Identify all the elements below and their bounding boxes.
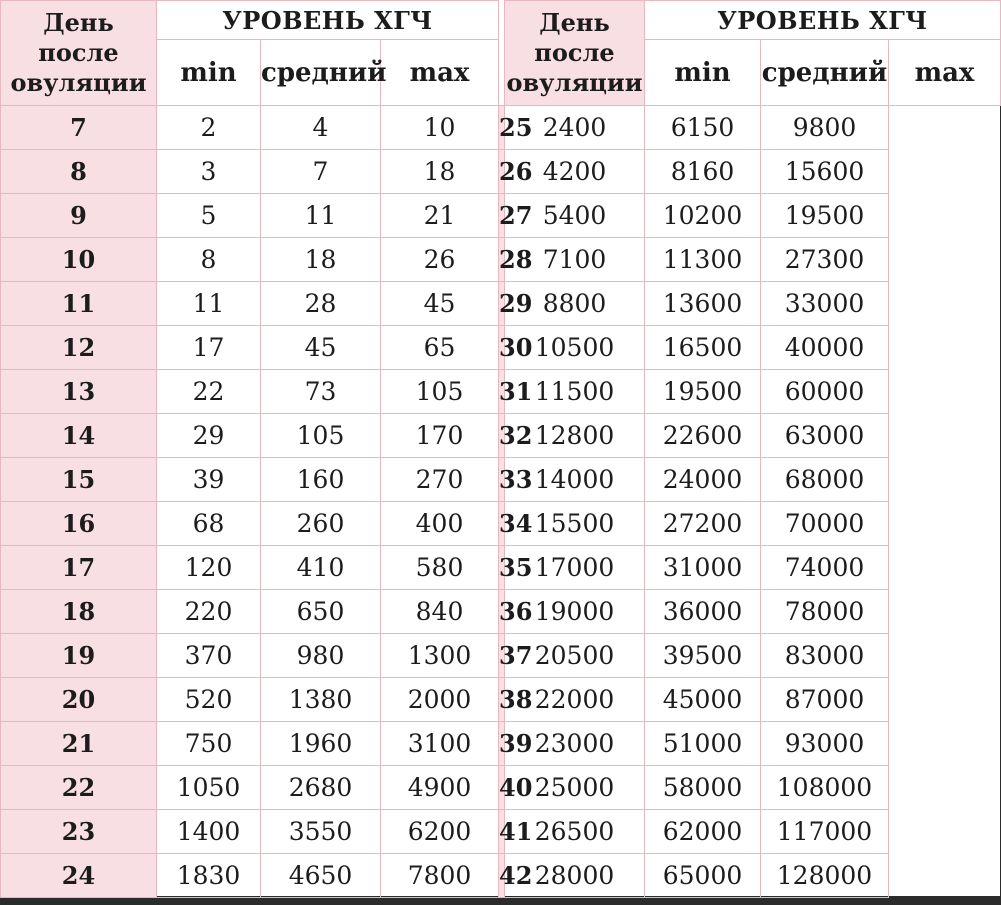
- right-max-cell: 68000: [761, 458, 889, 502]
- right-day-cell: 35: [499, 546, 505, 590]
- left-max-cell: 1300: [381, 634, 499, 678]
- right-avg-header: средний: [761, 40, 889, 106]
- right-day-cell: 36: [499, 590, 505, 634]
- right-day-cell: 40: [499, 766, 505, 810]
- left-day-cell: 21: [1, 722, 157, 766]
- left-avg-cell: 980: [261, 634, 381, 678]
- left-max-cell: 6200: [381, 810, 499, 854]
- table-row: [1, 370, 1001, 414]
- left-min-cell: 68: [157, 502, 261, 546]
- left-min-cell: 5: [157, 194, 261, 238]
- left-day-cell: 16: [1, 502, 157, 546]
- table-row: [1, 238, 1001, 282]
- right-avg-cell: 22600: [645, 414, 761, 458]
- right-day-header: [505, 1, 645, 106]
- left-avg-cell: 650: [261, 590, 381, 634]
- left-day-cell: 11: [1, 282, 157, 326]
- left-day-cell: 7: [1, 106, 157, 150]
- right-min-cell: 28000: [505, 854, 645, 898]
- right-avg-cell: 62000: [645, 810, 761, 854]
- day-header-line1: День: [539, 8, 610, 37]
- right-day-cell: 41: [499, 810, 505, 854]
- left-min-cell: 750: [157, 722, 261, 766]
- right-avg-cell: 31000: [645, 546, 761, 590]
- left-day-cell: 12: [1, 326, 157, 370]
- right-day-cell: 34: [499, 502, 505, 546]
- left-max-cell: 270: [381, 458, 499, 502]
- left-max-cell: 45: [381, 282, 499, 326]
- right-day-cell: 28: [499, 238, 505, 282]
- left-day-cell: 23: [1, 810, 157, 854]
- right-max-cell: 40000: [761, 326, 889, 370]
- left-max-cell: 2000: [381, 678, 499, 722]
- right-avg-cell: 11300: [645, 238, 761, 282]
- table-row: [1, 634, 1001, 678]
- right-max-cell: 27300: [761, 238, 889, 282]
- right-max-cell: 15600: [761, 150, 889, 194]
- right-max-cell: 9800: [761, 106, 889, 150]
- left-avg-cell: 2680: [261, 766, 381, 810]
- left-avg-cell: 1960: [261, 722, 381, 766]
- table-row: [1, 458, 1001, 502]
- right-max-cell: 70000: [761, 502, 889, 546]
- left-max-cell: 3100: [381, 722, 499, 766]
- right-max-cell: 117000: [761, 810, 889, 854]
- day-header-line3: овуляции: [506, 68, 643, 97]
- right-avg-cell: 65000: [645, 854, 761, 898]
- left-day-cell: 18: [1, 590, 157, 634]
- left-day-cell: 13: [1, 370, 157, 414]
- left-max-cell: 105: [381, 370, 499, 414]
- left-min-cell: 370: [157, 634, 261, 678]
- right-avg-cell: 51000: [645, 722, 761, 766]
- right-max-cell: 93000: [761, 722, 889, 766]
- left-max-cell: 7800: [381, 854, 499, 898]
- right-level-header: УРОВЕНЬ ХГЧ: [645, 1, 1001, 40]
- right-max-cell: 78000: [761, 590, 889, 634]
- left-day-cell: 15: [1, 458, 157, 502]
- left-avg-cell: 45: [261, 326, 381, 370]
- left-min-cell: 1830: [157, 854, 261, 898]
- left-max-cell: 170: [381, 414, 499, 458]
- table-row: [1, 282, 1001, 326]
- left-min-header: min: [157, 40, 261, 106]
- right-avg-cell: 36000: [645, 590, 761, 634]
- right-max-cell: 33000: [761, 282, 889, 326]
- right-avg-cell: 6150: [645, 106, 761, 150]
- right-day-cell: 26: [499, 150, 505, 194]
- left-min-cell: 220: [157, 590, 261, 634]
- table-row: [1, 766, 1001, 810]
- left-avg-cell: 160: [261, 458, 381, 502]
- left-max-cell: 18: [381, 150, 499, 194]
- day-header-line3: овуляции: [10, 68, 147, 97]
- right-day-cell: 37: [499, 634, 505, 678]
- table-row: [1, 414, 1001, 458]
- right-min-cell: 15500: [505, 502, 645, 546]
- left-max-cell: 21: [381, 194, 499, 238]
- table-row: [1, 546, 1001, 590]
- right-min-cell: 20500: [505, 634, 645, 678]
- right-min-cell: 23000: [505, 722, 645, 766]
- right-max-cell: 128000: [761, 854, 889, 898]
- right-min-cell: 17000: [505, 546, 645, 590]
- left-min-cell: 29: [157, 414, 261, 458]
- left-max-header: max: [381, 40, 499, 106]
- left-day-cell: 17: [1, 546, 157, 590]
- table-row: [1, 854, 1001, 898]
- right-day-cell: 42: [499, 854, 505, 898]
- left-avg-cell: 4: [261, 106, 381, 150]
- left-min-cell: 120: [157, 546, 261, 590]
- right-min-cell: 11500: [505, 370, 645, 414]
- right-day-cell: 32: [499, 414, 505, 458]
- left-max-cell: 4900: [381, 766, 499, 810]
- left-avg-cell: 105: [261, 414, 381, 458]
- left-max-cell: 400: [381, 502, 499, 546]
- right-min-cell: 26500: [505, 810, 645, 854]
- right-avg-cell: 16500: [645, 326, 761, 370]
- table-row: [1, 678, 1001, 722]
- table-row: [1, 106, 1001, 150]
- right-avg-cell: 24000: [645, 458, 761, 502]
- left-min-cell: 2: [157, 106, 261, 150]
- left-min-cell: 17: [157, 326, 261, 370]
- right-max-cell: 74000: [761, 546, 889, 590]
- left-avg-header: средний: [261, 40, 381, 106]
- right-avg-cell: 27200: [645, 502, 761, 546]
- right-avg-cell: 58000: [645, 766, 761, 810]
- left-day-cell: 10: [1, 238, 157, 282]
- header-row-top: [1, 1, 1001, 40]
- left-avg-cell: 18: [261, 238, 381, 282]
- left-min-cell: 8: [157, 238, 261, 282]
- left-avg-cell: 3550: [261, 810, 381, 854]
- left-day-header: [1, 1, 157, 106]
- left-day-cell: 24: [1, 854, 157, 898]
- left-min-cell: 1050: [157, 766, 261, 810]
- day-header-line2: после: [38, 38, 119, 67]
- left-min-cell: 11: [157, 282, 261, 326]
- right-max-cell: 87000: [761, 678, 889, 722]
- table-row: [1, 502, 1001, 546]
- right-min-cell: 25000: [505, 766, 645, 810]
- left-max-cell: 580: [381, 546, 499, 590]
- table-row: [1, 590, 1001, 634]
- left-day-cell: 14: [1, 414, 157, 458]
- left-avg-cell: 11: [261, 194, 381, 238]
- left-day-cell: 20: [1, 678, 157, 722]
- right-max-cell: 83000: [761, 634, 889, 678]
- right-day-cell: 30: [499, 326, 505, 370]
- left-day-cell: 19: [1, 634, 157, 678]
- right-min-cell: 22000: [505, 678, 645, 722]
- right-day-cell: 29: [499, 282, 505, 326]
- right-avg-cell: 19500: [645, 370, 761, 414]
- right-min-cell: 5400: [505, 194, 645, 238]
- left-min-cell: 39: [157, 458, 261, 502]
- left-level-header: УРОВЕНЬ ХГЧ: [157, 1, 499, 40]
- right-min-cell: 12800: [505, 414, 645, 458]
- table-row: [1, 194, 1001, 238]
- right-max-cell: 19500: [761, 194, 889, 238]
- left-avg-cell: 260: [261, 502, 381, 546]
- right-max-header: max: [889, 40, 1001, 106]
- table-row: [1, 150, 1001, 194]
- left-max-cell: 26: [381, 238, 499, 282]
- right-day-cell: 25: [499, 106, 505, 150]
- left-max-cell: 65: [381, 326, 499, 370]
- right-day-cell: 33: [499, 458, 505, 502]
- table-body: [1, 106, 1001, 898]
- right-max-cell: 108000: [761, 766, 889, 810]
- right-avg-cell: 45000: [645, 678, 761, 722]
- day-header-line1: День: [43, 8, 114, 37]
- right-min-cell: 7100: [505, 238, 645, 282]
- right-avg-cell: 8160: [645, 150, 761, 194]
- right-day-cell: 39: [499, 722, 505, 766]
- left-day-cell: 22: [1, 766, 157, 810]
- day-header-line2: после: [534, 38, 615, 67]
- left-max-cell: 10: [381, 106, 499, 150]
- right-day-cell: 31: [499, 370, 505, 414]
- left-avg-cell: 4650: [261, 854, 381, 898]
- left-min-cell: 520: [157, 678, 261, 722]
- table-row: [1, 722, 1001, 766]
- right-min-cell: 10500: [505, 326, 645, 370]
- left-min-cell: 22: [157, 370, 261, 414]
- right-min-cell: 4200: [505, 150, 645, 194]
- right-max-cell: 63000: [761, 414, 889, 458]
- right-min-cell: 19000: [505, 590, 645, 634]
- right-min-cell: 2400: [505, 106, 645, 150]
- right-day-cell: 27: [499, 194, 505, 238]
- left-min-cell: 1400: [157, 810, 261, 854]
- left-min-cell: 3: [157, 150, 261, 194]
- right-min-cell: 8800: [505, 282, 645, 326]
- left-avg-cell: 28: [261, 282, 381, 326]
- left-avg-cell: 1380: [261, 678, 381, 722]
- table-row: [1, 810, 1001, 854]
- left-avg-cell: 410: [261, 546, 381, 590]
- right-avg-cell: 10200: [645, 194, 761, 238]
- right-day-cell: 38: [499, 678, 505, 722]
- right-min-cell: 14000: [505, 458, 645, 502]
- left-avg-cell: 73: [261, 370, 381, 414]
- left-day-cell: 9: [1, 194, 157, 238]
- right-max-cell: 60000: [761, 370, 889, 414]
- right-min-header: min: [645, 40, 761, 106]
- right-avg-cell: 13600: [645, 282, 761, 326]
- left-avg-cell: 7: [261, 150, 381, 194]
- left-max-cell: 840: [381, 590, 499, 634]
- left-day-cell: 8: [1, 150, 157, 194]
- table-row: [1, 326, 1001, 370]
- right-avg-cell: 39500: [645, 634, 761, 678]
